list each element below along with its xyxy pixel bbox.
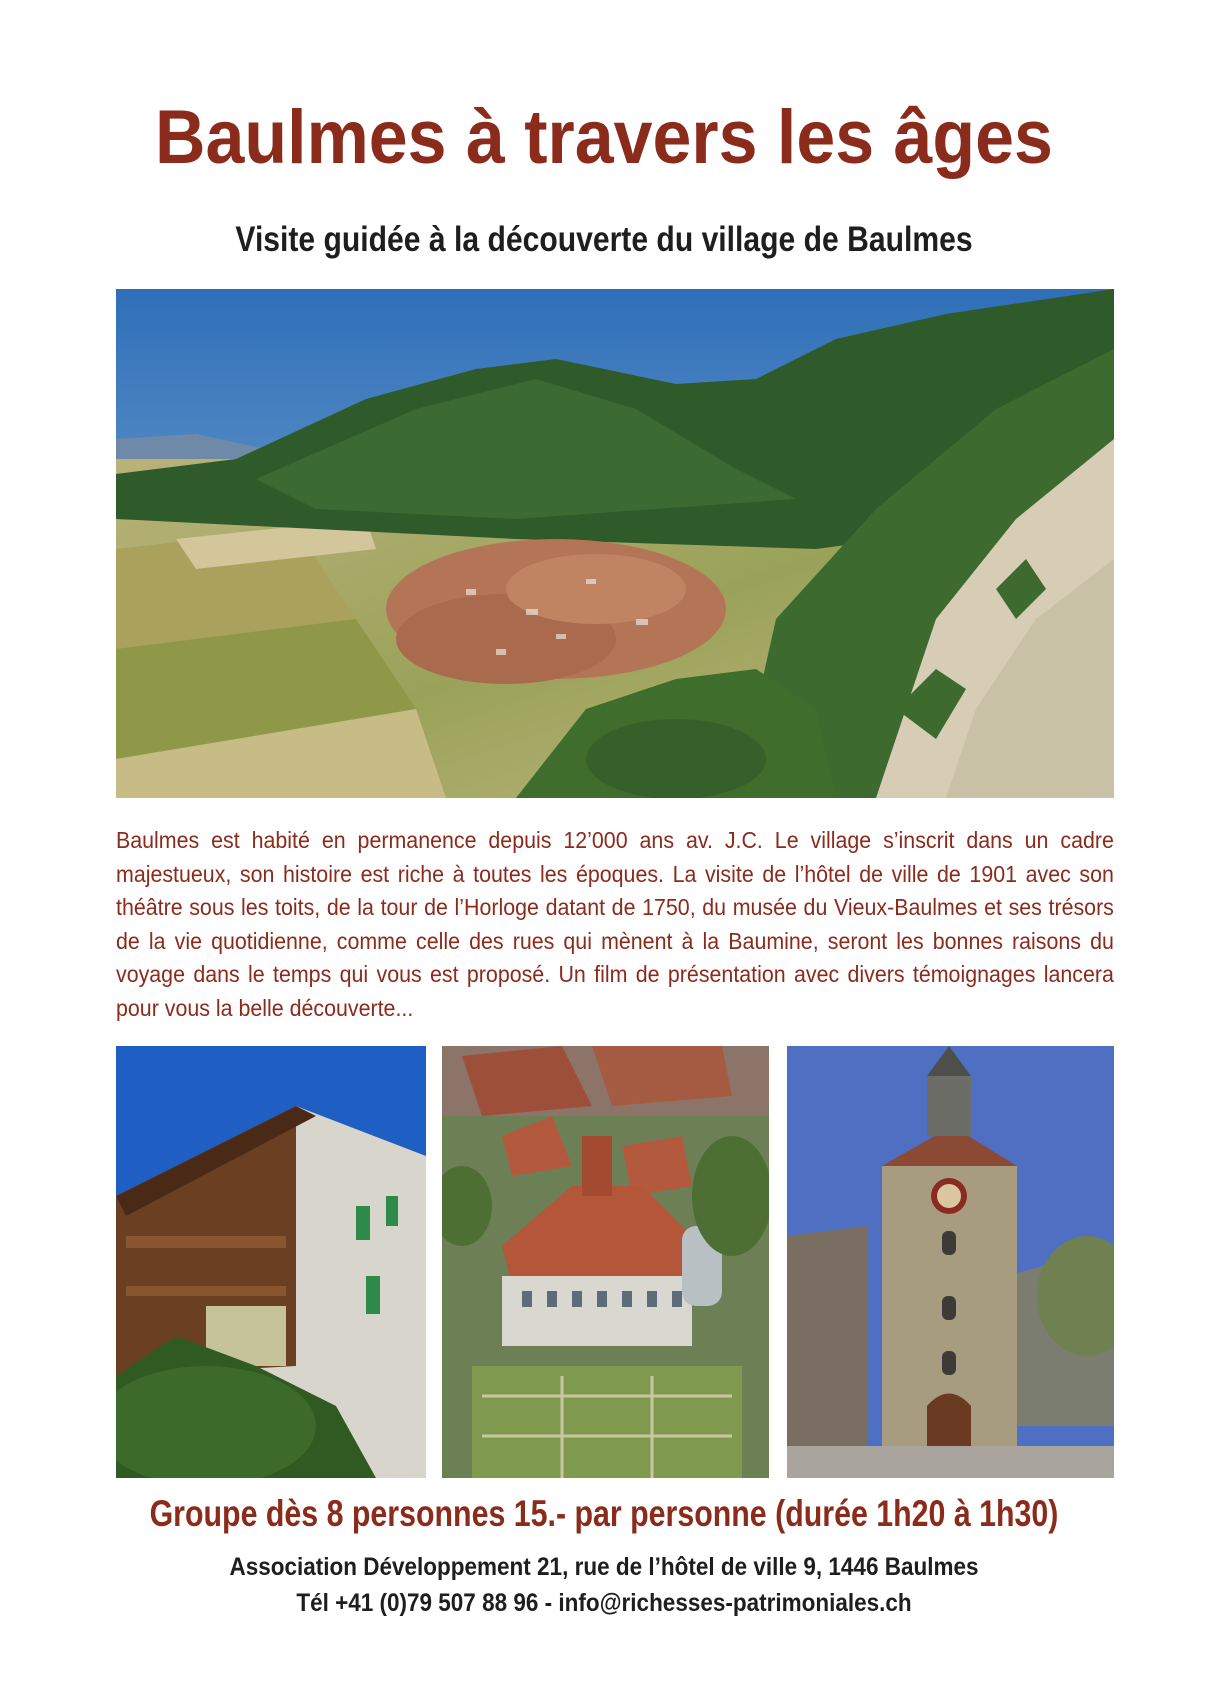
group-offer-text: Groupe dès 8 personnes 15.- par personne (durée 1h20 à 1h30) xyxy=(149,1493,1059,1534)
description-text: Baulmes est habité en permanence depuis 12’000 ans av. J.C. Le village s’inscrit dans un cadre majestueux, son histoire est riche à toutes les époques. La visite de l’hôtel de ville de 1901 avec son théâtre sous les toits, de la tour de l’Horloge datant de 1750, du musée du Vieux-Baulmes et ses trésors de la vie quotidienne, comme celle des rues qui mènent à la Baumine, seront les bonnes raisons du voyage dans le temps qui vous est proposé. Un film de présentation avec divers témoignages lancera pour vous la belle découverte... xyxy=(116,827,1114,1021)
contact-info: Tél +41 (0)79 507 88 96 - info@richesses-patrimoniales.ch xyxy=(296,1589,912,1617)
clock-tower-photo xyxy=(787,1046,1114,1478)
association-address: Association Développement 21, rue de l’hôtel de ville 9, 1446 Baulmes xyxy=(229,1553,979,1581)
poster-title: Baulmes à travers les âges xyxy=(155,95,1053,180)
aerial-village-photo xyxy=(116,289,1114,798)
poster-subtitle: Visite guidée à la découverte du village de Baulmes xyxy=(235,220,973,259)
wooden-house-photo xyxy=(116,1046,426,1478)
town-hall-aerial-photo xyxy=(442,1046,769,1478)
